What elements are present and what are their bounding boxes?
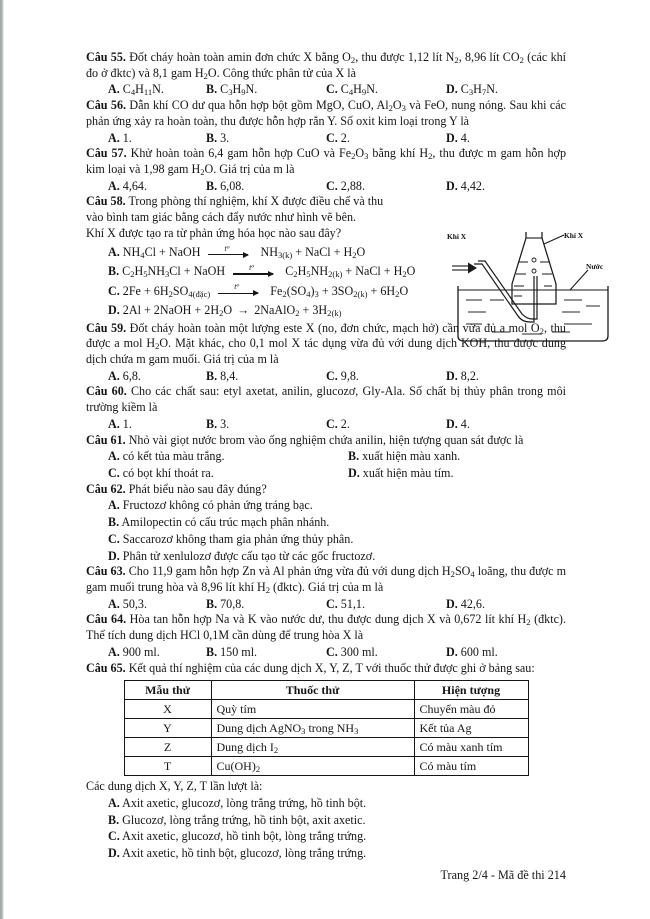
question-59-stem: Câu 59. Đốt cháy hoàn toàn một lượng este X (no, đơn chức, mạch hở) cần vừa đủ a mol $O_2$, thu được a mol $H_2O$. Mặt khác, cho 0,1 mol X tác dụng vừa đủ với dung dịch KOH, thu được dung dịch chứa m gam muối. Giá trị của m là	[86, 320, 566, 366]
cell-sample: Z	[124, 738, 211, 757]
option-b[interactable]: B. 3.	[206, 416, 230, 431]
option-c[interactable]: C. 2.	[326, 416, 350, 431]
option-a[interactable]: A. 900 ml.	[108, 644, 160, 659]
option-d[interactable]: D. 4,42.	[446, 178, 485, 193]
figure-label-water: Nước	[586, 262, 604, 271]
option-b[interactable]: B. Glucozơ, lòng trắng trứng, hồ tinh bột, axit axetic.	[108, 812, 366, 827]
question-59-number: Câu 59.	[86, 320, 127, 335]
option-a[interactable]: A. 1.	[108, 416, 132, 431]
table-row	[124, 757, 528, 776]
question-64	[86, 612, 566, 660]
scan-edge-artifact	[0, 0, 4, 919]
question-55-number: Câu 55.	[86, 50, 126, 64]
option-c[interactable]: C. có bọt khí thoát ra.	[108, 465, 214, 480]
question-62	[86, 482, 566, 565]
cell-phenomenon: Có màu tím	[414, 757, 528, 776]
option-d[interactable]: D. $C_3H_7N$.	[446, 82, 498, 98]
question-62-stem: Câu 62. Phát biểu nào sau đây đúng?	[86, 481, 267, 496]
cell-reagent: Quỳ tím	[211, 700, 414, 719]
question-58-stem-line1: Câu 58. Trong phòng thí nghiệm, khí X được điều chế và thu	[86, 194, 384, 209]
question-57-options	[86, 179, 566, 195]
question-60-number: Câu 60.	[86, 384, 127, 399]
option-b[interactable]: B. $C_3H_9N$.	[206, 82, 258, 98]
option-c[interactable]: C. 9,8.	[326, 368, 359, 383]
question-58-stem-line3: Khí X được tạo ra từ phản ứng hóa học nào sau đây?	[86, 225, 342, 240]
figure-label-gas-inlet: Khí X	[447, 232, 467, 241]
reaction-arrow-icon: $t^o$	[218, 287, 264, 297]
question-58-number: Câu 58.	[86, 194, 126, 209]
option-d[interactable]: D. 42,6.	[446, 596, 485, 611]
question-55-stem: Câu 55. Đốt cháy hoàn toàn amin đơn chức X bằng $O_2$, thu được 1,12 lít $N_2$, 8,96 lít $CO_2$ (các khí đo ở đktc) và 8,1 gam $H_2O$. Công thức phân tử của X là	[86, 50, 567, 81]
table-header-row	[124, 681, 528, 700]
option-d[interactable]: D. 8,2.	[446, 368, 479, 383]
option-a[interactable]: A. 1.	[108, 130, 132, 145]
question-65-options	[86, 796, 566, 862]
option-b[interactable]: B. 150 ml.	[206, 644, 258, 659]
option-b[interactable]: B. 70,8.	[206, 596, 245, 611]
option-a[interactable]: A. có kết tủa màu trắng.	[108, 449, 225, 464]
question-65-number: Câu 65.	[86, 660, 126, 675]
question-57-stem: Câu 57. Khử hoàn toàn 6,4 gam hỗn hợp CuO và $Fe_2O_3$ bằng khí $H_2$, thu được m gam hỗn hợp kim loại và 1,98 gam $H_2O$. Giá trị của m là	[86, 146, 566, 177]
option-d[interactable]: D. 4.	[446, 416, 470, 431]
reaction-arrow-icon: $t^o$	[233, 268, 279, 278]
option-b[interactable]: B. 8,4.	[206, 368, 239, 383]
question-57	[86, 146, 566, 194]
option-c[interactable]: C. 2,88.	[326, 178, 365, 193]
option-d[interactable]: D. Phân tử xenlulozơ được cấu tạo từ các gốc fructozơ.	[108, 548, 376, 563]
reaction-arrow-icon: $t^o$	[208, 248, 254, 258]
option-a[interactable]: A. 4,64.	[108, 178, 147, 193]
question-61-stem: Câu 61. Nhỏ vài giọt nước brom vào ống nghiệm chứa anilin, hiện tượng quan sát được là	[86, 432, 524, 447]
cell-reagent: $Cu(OH)_2$	[211, 757, 414, 776]
cell-sample: Y	[124, 719, 211, 738]
question-65	[86, 661, 566, 862]
question-61-number: Câu 61.	[86, 432, 126, 447]
equation-b[interactable]: B. $C_2H_5NH_3Cl$ + NaOH $t^o$ $C_2H_5NH_{2(k)}$ + NaCl + $H_2O$	[108, 263, 416, 280]
question-63-options	[86, 597, 566, 613]
question-56-options	[86, 131, 566, 147]
question-65-stem: Câu 65. Kết quả thí nghiệm của các dung dịch X, Y, Z, T với thuốc thử được ghi ở bảng sau:	[86, 660, 535, 675]
column-header-phenomenon: Hiện tượng	[414, 681, 528, 700]
question-55-options	[86, 82, 566, 98]
option-b[interactable]: B. 6,08.	[206, 178, 245, 193]
option-d[interactable]: D. 600 ml.	[446, 644, 498, 659]
results-table-wrapper	[86, 680, 566, 776]
cell-sample: X	[124, 700, 211, 719]
question-56-stem: Câu 56. Dẫn khí CO dư qua hỗn hợp bột gồm MgO, CuO, $Al_2O_3$ và FeO, nung nóng. Sau khi các phản ứng xảy ra hoàn toàn, thu được hỗn hợp rắn Y. Số oxit kim loại trong Y là	[86, 98, 567, 128]
option-a[interactable]: A. 50,3.	[108, 596, 147, 611]
experiment-results-table	[124, 680, 529, 776]
question-61	[86, 433, 566, 482]
question-58-stem-line2: vào bình tam giác bằng cách đẩy nước như hình vẽ bên.	[86, 210, 357, 225]
question-60-options	[86, 417, 566, 433]
cell-phenomenon: Có màu xanh tím	[414, 738, 528, 757]
question-56	[86, 98, 566, 146]
question-56-number: Câu 56.	[86, 98, 127, 113]
option-b[interactable]: B. 3.	[206, 130, 230, 145]
equation-a[interactable]: A. $NH_4Cl$ + NaOH $t^o$ $NH_{3(k)}$ + NaCl + $H_2O$	[108, 243, 366, 260]
cell-reagent: Dung dịch AgNO$_3$ trong $NH_3$	[211, 719, 414, 738]
option-d[interactable]: D. Axit axetic, hồ tinh bột, glucozơ, lòng trắng trứng.	[108, 846, 367, 861]
cell-phenomenon: Kết tủa Ag	[414, 719, 528, 738]
cell-reagent: Dung dịch $I_2$	[211, 738, 414, 757]
equation-c[interactable]: C. $2Fe + 6H_2SO_{4(đặc)}$ $t^o$ $Fe_2(SO_4)_3 + 3SO_{2(k)} + 6H_2O$	[108, 282, 409, 299]
option-c[interactable]: C. Axit axetic, glucozơ, hồ tinh bột, lòng trắng trứng.	[108, 829, 367, 844]
reaction-arrow-plain-icon: →	[237, 302, 250, 317]
question-61-options-row-1	[86, 449, 566, 465]
equation-d[interactable]: D. 2Al + 2NaOH + $2H_2O$ → 2NaAlO$_2$ + $3H_{2(k)}$	[108, 302, 342, 318]
option-c[interactable]: C. 2.	[326, 130, 350, 145]
question-63	[86, 564, 566, 612]
table-row	[124, 719, 528, 738]
question-65-prompt: Các dung dịch X, Y, Z, T lần lượt là:	[86, 779, 263, 794]
table-row	[124, 738, 528, 757]
question-61-options-row-2	[86, 466, 566, 482]
question-62-options	[86, 498, 566, 564]
question-60	[86, 384, 566, 432]
option-c[interactable]: C. 300 ml.	[326, 644, 378, 659]
figure-label-gas-collected: Khí X	[564, 231, 584, 240]
page-footer: Trang 2/4 - Mã đề thi 214	[440, 868, 566, 882]
question-64-number: Câu 64.	[86, 612, 127, 627]
table-row	[124, 700, 528, 719]
question-59-options	[86, 369, 566, 385]
question-64-stem: Câu 64. Hòa tan hỗn hợp Na và K vào nước dư, thu được dung dịch X và 0,672 lít khí $H_2$ (đktc). Thể tích dung dịch HCl 0,1M cần dùng để trung hòa X là	[86, 612, 566, 643]
cell-sample: T	[124, 757, 211, 776]
column-header-reagent: Thuốc thử	[211, 681, 414, 700]
question-64-options	[86, 645, 566, 661]
option-c[interactable]: C. 51,1.	[326, 596, 365, 611]
column-header-sample: Mẫu thử	[124, 681, 211, 700]
question-62-number: Câu 62.	[86, 481, 126, 496]
exam-page-content	[86, 50, 566, 862]
option-a[interactable]: A. 6,8.	[108, 368, 141, 383]
option-a[interactable]: A. Fructozơ không có phản ứng tráng bạc.	[108, 498, 313, 513]
question-60-stem: Câu 60. Cho các chất sau: etyl axetat, anilin, glucozơ, Gly-Ala. Số chất bị thủy phân trong môi trường kiềm là	[86, 384, 566, 415]
option-b[interactable]: B. Amilopectin có cấu trúc mạch phân nhánh.	[108, 515, 330, 530]
question-55	[86, 50, 566, 98]
option-d[interactable]: D. xuất hiện màu tím.	[348, 465, 454, 480]
option-d[interactable]: D. 4.	[446, 130, 470, 145]
option-b[interactable]: B. xuất hiện màu xanh.	[348, 449, 461, 464]
option-a[interactable]: A. $C_4H_{11}N$.	[108, 82, 164, 98]
question-63-number: Câu 63.	[86, 564, 126, 579]
option-a[interactable]: A. Axit axetic, glucozơ, lòng trắng trứng, hồ tinh bột.	[108, 796, 367, 811]
question-57-number: Câu 57.	[86, 146, 127, 161]
cell-phenomenon: Chuyển màu đỏ	[414, 700, 528, 719]
option-c[interactable]: C. Saccarozơ không tham gia phản ứng thủy phân.	[108, 531, 354, 546]
option-c[interactable]: C. $C_4H_9N$.	[326, 82, 378, 98]
gas-collection-apparatus-figure	[452, 228, 648, 346]
question-63-stem: Câu 63. Cho 11,9 gam hỗn hợp Zn và Al phản ứng vừa đủ với dung dịch $H_2SO_4$ loãng, thu được m gam muối trung hòa và 8,96 lít khí $H_2$ (đktc). Giá trị của m là	[86, 564, 566, 595]
